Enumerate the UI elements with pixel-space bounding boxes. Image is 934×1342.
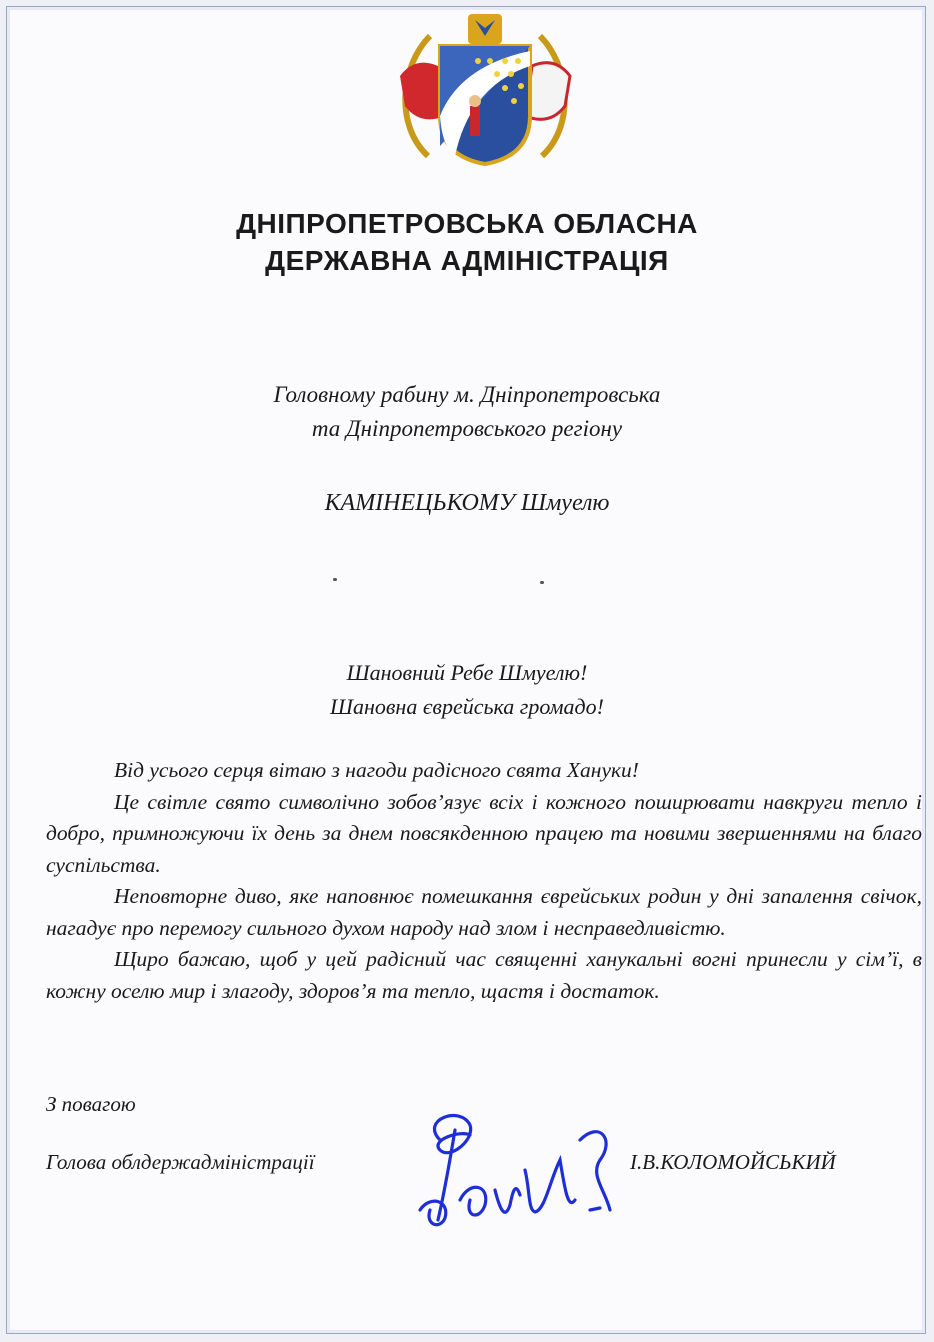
- addressee-name: КАМІНЕЦЬКОМУ Шмуелю: [324, 490, 610, 516]
- signer-name: І.В.КОЛОМОЙСЬКИЙ: [630, 1150, 836, 1174]
- closing-phrase: З повагою: [46, 1092, 136, 1116]
- salutation-line1: Шановний Ребе Шмуелю!: [346, 660, 588, 685]
- scan-speck: [540, 581, 544, 584]
- addressee-line1: Головному рабину м. Дніпропетровська: [273, 382, 661, 407]
- addressee-line2: та Дніпропетровського регіону: [311, 416, 623, 441]
- body-paragraph-3: Неповторне диво, яке наповнює помешкання єврейських родин у дні запалення свічок, нагадує про перемогу сильного духом народу над злом і несправедливістю.: [46, 884, 922, 940]
- organization-name-line2: ДЕРЖАВНА АДМІНІСТРАЦІЯ: [265, 245, 669, 276]
- coat-of-arms-icon: [390, 6, 580, 166]
- organization-name-line1: ДНІПРОПЕТРОВСЬКА ОБЛАСНА: [236, 208, 698, 239]
- salutation-line2: Шановна єврейська громадо!: [330, 694, 604, 719]
- body-paragraph-4: Щиро бажаю, щоб у цей радісний час священні ханукальні вогні принесли у сім’ї, в кожну оселю мир і злагоду, здоров’я та тепло, щастя і достаток.: [46, 947, 922, 1003]
- letter-body: [46, 755, 922, 1007]
- body-paragraph-1: Від усього серця вітаю з нагоди радісного свята Хануки!: [114, 758, 639, 782]
- signer-position: Голова облдержадміністрації: [46, 1150, 315, 1174]
- body-paragraph-2: Це світле свято символічно зобов’язує всіх і кожного поширювати навкруги тепло і добро, примножуючи їх день за днем повсякденною працею та новими звершеннями на благо суспільства.: [46, 789, 922, 877]
- scan-speck: [333, 578, 337, 581]
- handwritten-signature-icon: [400, 1100, 650, 1240]
